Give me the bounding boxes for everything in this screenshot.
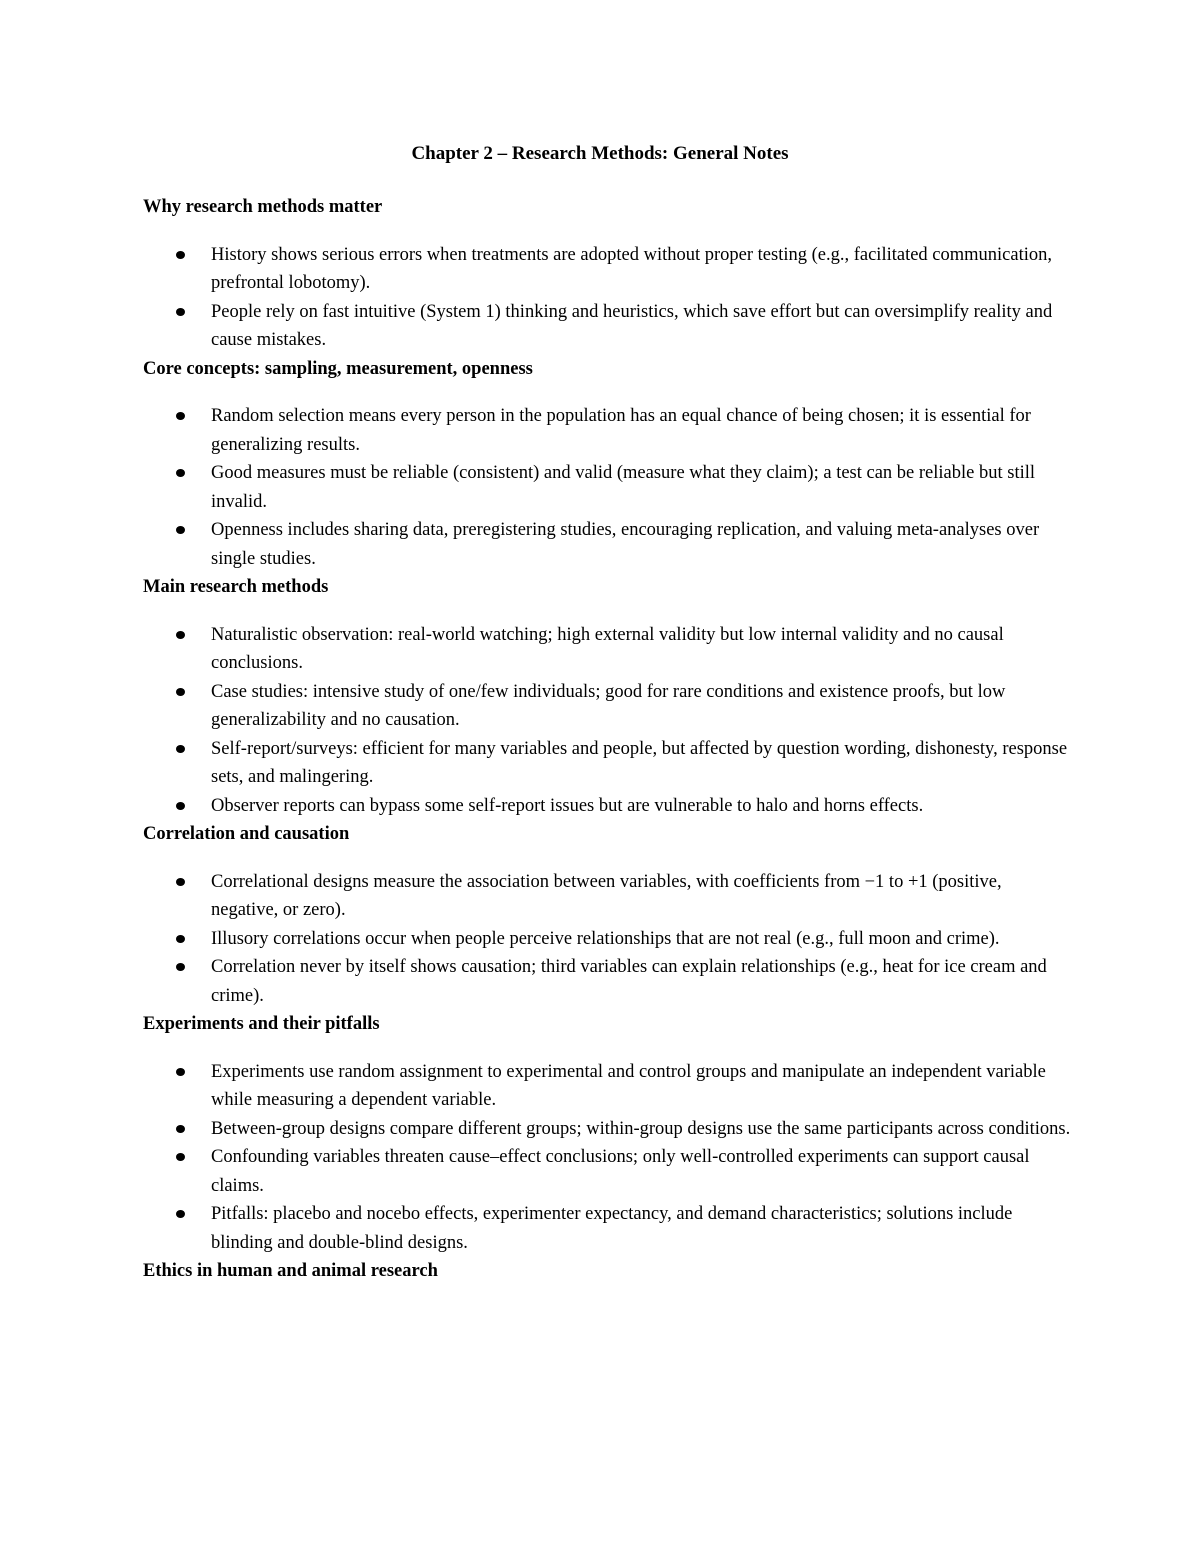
bullet-icon bbox=[176, 1125, 185, 1133]
bullet-list bbox=[143, 241, 1073, 355]
list-item bbox=[143, 1200, 1073, 1257]
list-item bbox=[143, 1115, 1073, 1144]
list-item-text: People rely on fast intuitive (System 1) thinking and heuristics, which save effort but can oversimplify reality and cause mistakes. bbox=[211, 301, 1053, 350]
section bbox=[143, 1257, 1073, 1286]
section-heading: Ethics in human and animal research bbox=[143, 1261, 438, 1281]
list-item-text: Self-report/surveys: efficient for many variables and people, but affected by question wording, dishonesty, response sets, and malingering. bbox=[211, 738, 1068, 787]
list-item-text: Correlation never by itself shows causation; third variables can explain relationships (e.g., heat for ice cream and crime). bbox=[211, 957, 1047, 1006]
list-item bbox=[143, 516, 1073, 573]
bullet-icon bbox=[176, 251, 185, 259]
bullet-icon bbox=[176, 688, 185, 696]
section-heading: Main research methods bbox=[143, 577, 329, 597]
list-item bbox=[143, 953, 1073, 1010]
bullet-list bbox=[143, 621, 1073, 821]
list-item-text: Between-group designs compare different groups; within-group designs use the same participants across conditions. bbox=[211, 1118, 1071, 1139]
list-item bbox=[143, 792, 1073, 821]
list-item-text: Case studies: intensive study of one/few individuals; good for rare conditions and existence proofs, but low generalizability and no causation. bbox=[211, 681, 1006, 730]
list-item-text: Correlational designs measure the association between variables, with coefficients from −1 to +1 (positive, negative, or zero). bbox=[211, 871, 1002, 920]
bullet-icon bbox=[176, 412, 185, 420]
list-item-text: Pitfalls: placebo and nocebo effects, experimenter expectancy, and demand characteristics; solutions include blinding and double-blind designs. bbox=[211, 1204, 1013, 1253]
list-item bbox=[143, 621, 1073, 678]
list-item bbox=[143, 402, 1073, 459]
list-item bbox=[143, 678, 1073, 735]
bullet-list bbox=[143, 1058, 1073, 1258]
bullet-icon bbox=[176, 878, 185, 886]
section bbox=[143, 820, 1073, 1010]
list-item-text: Good measures must be reliable (consistent) and valid (measure what they claim); a test can be reliable but still invalid. bbox=[211, 463, 1036, 512]
list-item-text: Illusory correlations occur when people perceive relationships that are not real (e.g., full moon and crime). bbox=[211, 928, 1000, 949]
section-heading: Correlation and causation bbox=[143, 824, 350, 844]
list-item-text: Confounding variables threaten cause–effect conclusions; only well-controlled experiments can support causal claims. bbox=[211, 1147, 1030, 1196]
bullet-icon bbox=[176, 935, 185, 943]
bullet-icon bbox=[176, 469, 185, 477]
section bbox=[143, 1010, 1073, 1257]
list-item bbox=[143, 241, 1073, 298]
list-item bbox=[143, 298, 1073, 355]
list-item-text: History shows serious errors when treatments are adopted without proper testing (e.g., facilitated communication, prefrontal lobotomy). bbox=[211, 244, 1053, 293]
section-heading: Experiments and their pitfalls bbox=[143, 1014, 380, 1034]
bullet-icon bbox=[176, 745, 185, 753]
bullet-list bbox=[143, 868, 1073, 1011]
bullet-icon bbox=[176, 1210, 185, 1218]
list-item bbox=[143, 1058, 1073, 1115]
list-item-text: Observer reports can bypass some self-report issues but are vulnerable to halo and horns effects. bbox=[211, 795, 924, 816]
section-heading: Core concepts: sampling, measurement, openness bbox=[143, 358, 533, 379]
section bbox=[143, 573, 1073, 820]
bullet-icon bbox=[176, 308, 185, 316]
list-item bbox=[143, 735, 1073, 792]
bullet-icon bbox=[176, 963, 185, 971]
list-item-text: Experiments use random assignment to experimental and control groups and manipulate an independent variable while measuring a dependent variable. bbox=[211, 1061, 1046, 1110]
bullet-icon bbox=[176, 1153, 185, 1161]
bullet-list bbox=[143, 402, 1073, 573]
bullet-icon bbox=[176, 631, 185, 639]
list-item-text: Openness includes sharing data, preregistering studies, encouraging replication, and valuing meta-analyses over single studies. bbox=[211, 520, 1040, 569]
list-item bbox=[143, 868, 1073, 925]
bullet-icon bbox=[176, 802, 185, 810]
list-item-text: Naturalistic observation: real-world watching; high external validity but low internal validity and no causal conclusions. bbox=[211, 624, 1004, 673]
list-item bbox=[143, 1143, 1073, 1200]
list-item-text: Random selection means every person in the population has an equal chance of being chosen; it is essential for generalizing results. bbox=[211, 406, 1031, 455]
list-item bbox=[143, 925, 1073, 954]
bullet-icon bbox=[176, 526, 185, 534]
section bbox=[143, 193, 1073, 355]
page-title: Chapter 2 – Research Methods: General Notes bbox=[411, 143, 789, 164]
section-heading: Why research methods matter bbox=[143, 197, 383, 217]
bullet-icon bbox=[176, 1068, 185, 1076]
document-body bbox=[143, 193, 1073, 1305]
section bbox=[143, 355, 1073, 574]
list-item bbox=[143, 459, 1073, 516]
